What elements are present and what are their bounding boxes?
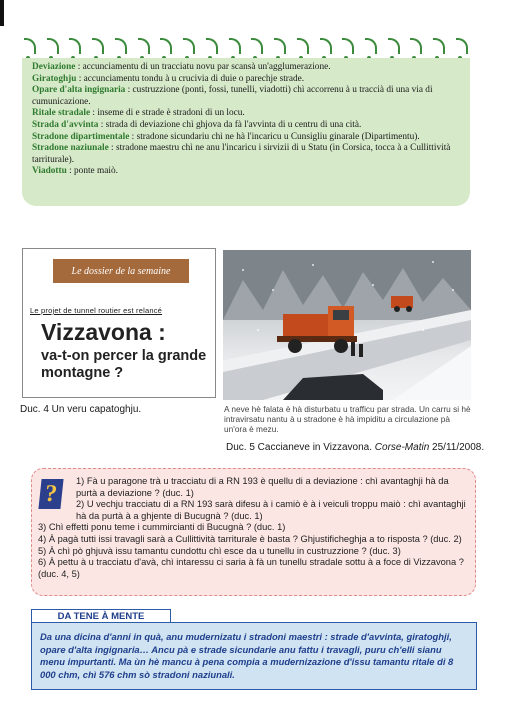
glossary-entry <box>32 132 460 144</box>
spiral-ring-icon <box>115 38 127 54</box>
glossary-definition: : strada di deviazione chì ghjova da fà l'avvinta di u centru di una cità. <box>98 119 362 130</box>
glossary-entry <box>32 108 460 120</box>
glossary-definition: : accunciamentu tondu à u crucivia di duie o parechje strade. <box>76 73 305 84</box>
glossary-definition: : stradone sicundariu chì ne hà l'incaricu u Cunsigliu ginarale (Dipartimentu). <box>129 131 420 142</box>
questions-box <box>31 468 476 596</box>
doc5-caption <box>226 442 484 453</box>
spiral-ring-icon <box>456 38 468 54</box>
doc5-caption-text: Duc. 5 Caccianeve in Vizzavona. <box>226 442 375 453</box>
glossary-term: Viadottu <box>32 166 67 177</box>
photo-caption: A neve hè falata è hà disturbatu u trafficu par strada. Un carru si hè intravirsatu nantu à u stradone è hà impiditu a circulazione pà un'ora è mezu. <box>224 404 471 434</box>
spiral-ring-icon <box>24 38 36 54</box>
spiral-ring-icon <box>388 38 400 54</box>
question-item: 2) U vechju tracciatu di a RN 193 sarà difesu à i camiò è à i veiculi troppu maiò : chì avantaghji hà da purtà à a ghjente di Bucugnà ? (duc. 1) <box>76 499 466 521</box>
page-edge-mark <box>0 0 4 26</box>
spiral-ring-icon <box>69 38 81 54</box>
doc5-caption-date: 25/11/2008. <box>429 442 485 453</box>
dossier-title: Vizzavona : <box>41 319 166 345</box>
dossier-question: va-t-on percer la grande montagne ? <box>41 348 207 381</box>
glossary-term: Stradone dipartimentale <box>32 131 130 142</box>
glossary-definition: : stradone maestru chì ne anu l'incaricu i sirvizii di u Statu (in Corsica, tocca à a Cullittività tarriturale). <box>32 143 451 165</box>
glossary-entry <box>32 166 460 178</box>
snowplow-photo-illustration <box>223 250 471 400</box>
question-mark-icon: ? <box>38 479 63 509</box>
glossary-definition: : inseme di e strade è stradoni di un locu. <box>90 108 245 119</box>
glossary-term: Deviazione <box>32 62 76 72</box>
glossary-term: Stradone naziunale <box>32 143 109 154</box>
glossary-term: Giratoghju <box>32 73 77 84</box>
glossary-box <box>22 58 470 206</box>
glossary-definition: : accunciamentu di un tracciatu novu par scansà un'agglumerazione. <box>75 62 331 72</box>
spiral-ring-icon <box>160 38 172 54</box>
spiral-ring-icon <box>365 38 377 54</box>
spiral-ring-icon <box>320 38 332 54</box>
question-item: 5) À chì pò ghjuvà issu tamantu cundottu chì esce da u tunellu in custruzzione ? (duc. 3) <box>38 545 401 556</box>
spiral-ring-icon <box>251 38 263 54</box>
glossary-entry <box>32 74 460 86</box>
questions-list <box>38 476 468 580</box>
spiral-ring-icon <box>183 38 195 54</box>
spiral-ring-icon <box>92 38 104 54</box>
spiral-ring-icon <box>274 38 286 54</box>
glossary-definition: : custruzzione (ponti, fossi, tunelli, viadotti) chì accorrenu à u traccià di una via di cumunicazione. <box>32 85 433 107</box>
glossary-term: Opare d'alta ingignaria <box>32 85 126 96</box>
dossier-subtitle: Le projet de tunnel routier est relancé <box>30 306 163 315</box>
remember-tab: DA TENE À MENTE <box>31 609 171 623</box>
snowplow-photo <box>223 250 471 400</box>
dossier-banner: Le dossier de la semaine <box>53 259 189 283</box>
doc4-caption: Duc. 4 Un veru capatoghju. <box>20 404 142 415</box>
spiral-ring-icon <box>206 38 218 54</box>
glossary-definition: : ponte maiò. <box>66 166 118 177</box>
remember-text: Da una dicina d'anni in quà, anu mudernizatu i stradoni maestri : strade d'avvinta, giratoghji, opare d'alta ingignaria… Ancu pà e strade sicundarie anu fattu i travagli, puru ch'elli sianu menu impurtanti. Ma ùn hè mancu à pena compia a mudernizazione d'issu tamantu ritale di 8 000 chm, chì 576 chm sò stradoni naziunali. <box>40 631 454 680</box>
spiral-binding <box>22 38 470 60</box>
glossary-term: Strada d'avvinta <box>32 119 99 130</box>
glossary-entry <box>32 85 460 108</box>
doc5-caption-source: Corse-Matin <box>374 442 430 453</box>
glossary-entry <box>32 143 460 166</box>
spiral-ring-icon <box>229 38 241 54</box>
question-item: 6) À pettu à u tracciatu d'avà, chì intaressu ci saria à fà un tunellu stradale sottu à a foce di Vizzavona ? (duc. 4, 5) <box>38 557 464 579</box>
remember-box <box>31 622 477 690</box>
question-item: 1) Fà u paragone trà u tracciatu di a RN 193 è quellu di a deviazione : chì avantaghji hà da purtà a deviazione ? (duc. 1) <box>76 476 449 498</box>
spiral-ring-icon <box>342 38 354 54</box>
spiral-ring-icon <box>47 38 59 54</box>
spiral-ring-icon <box>138 38 150 54</box>
dossier-panel <box>22 248 216 398</box>
glossary-entry <box>32 62 460 74</box>
spiral-ring-icon <box>297 38 309 54</box>
glossary-term: Ritale stradale <box>32 108 91 119</box>
spiral-ring-icon <box>410 38 422 54</box>
question-item: 3) Chì effetti ponu teme i cummircianti di Bucugnà ? (duc. 1) <box>38 522 286 533</box>
glossary-entry <box>32 120 460 132</box>
spiral-ring-icon <box>433 38 445 54</box>
question-item: 4) À pagà tutti issi travagli sarà a Cullittività tarriturale è basta ? Ghjustificheghja a to risposta ? (duc. 2) <box>38 533 462 544</box>
